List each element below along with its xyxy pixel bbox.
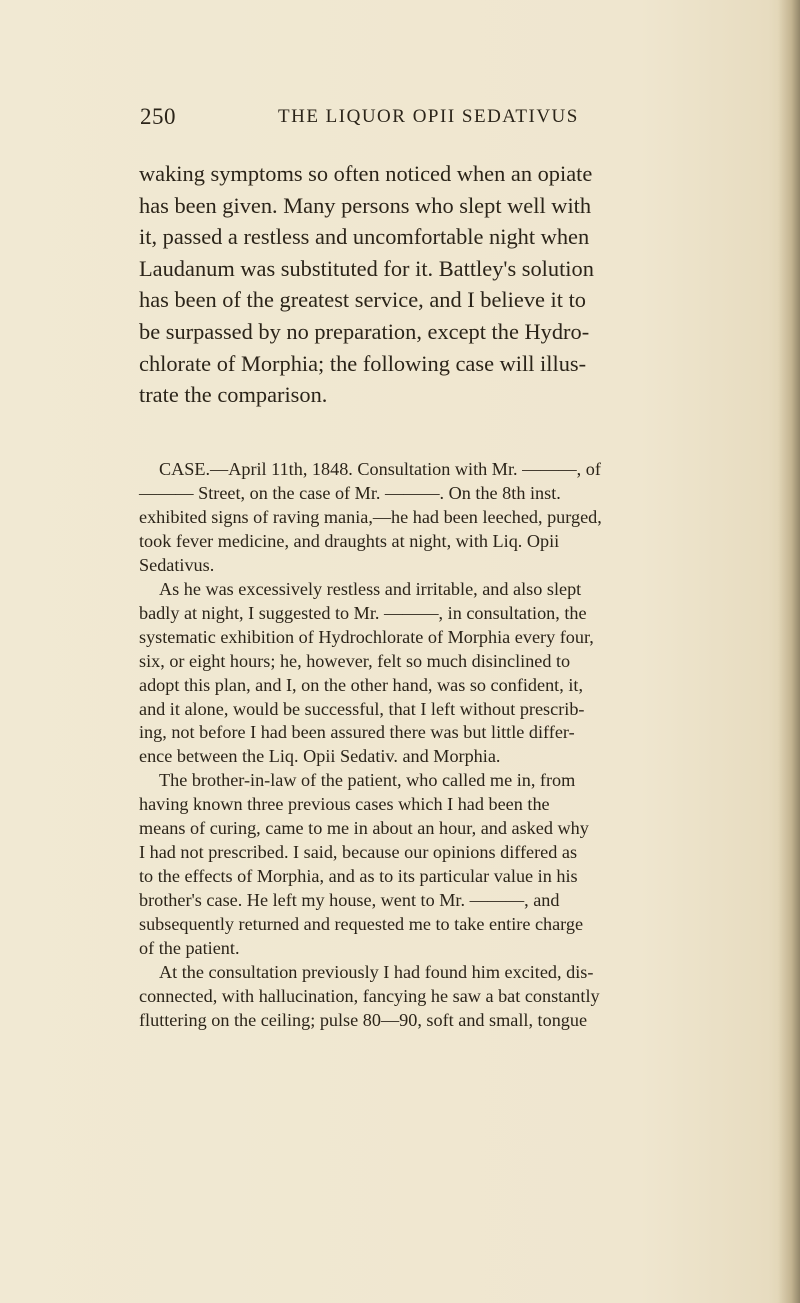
text-line: systematic exhibition of Hydrochlorate of Morphia every four, bbox=[139, 626, 594, 647]
text-line: be surpassed by no preparation, except the Hydro- bbox=[139, 318, 590, 344]
text-line: it, passed a restless and uncomfortable night when bbox=[139, 224, 590, 250]
text-line: brother's case. He left my house, went to Mr. ———, and bbox=[139, 890, 560, 911]
text-line: having known three previous cases which I had been the bbox=[139, 794, 550, 815]
text-line: means of curing, came to me in about an hour, and asked why bbox=[139, 818, 589, 839]
text-line: ence between the Liq. Opii Sedativ. and Morphia. bbox=[139, 746, 501, 767]
text-line: Laudanum was substituted for it. Battley's solution bbox=[139, 255, 594, 281]
text-line: I had not prescribed. I said, because our opinions differed as bbox=[139, 842, 578, 863]
text-line: took fever medicine, and draughts at night, with Liq. Opii bbox=[139, 530, 560, 551]
text-line: trate the comparison. bbox=[139, 382, 328, 408]
text-line: and it alone, would be successful, that I left without prescrib- bbox=[139, 698, 585, 719]
text-line: has been of the greatest service, and I believe it to bbox=[139, 287, 587, 313]
text-line: As he was excessively restless and irritable, and also slept bbox=[159, 578, 582, 599]
running-head: THE LIQUOR OPII SEDATIVUS bbox=[278, 106, 579, 127]
text-line: ——— Street, on the case of Mr. ———. On the 8th inst. bbox=[139, 482, 561, 503]
text-line: ing, not before I had been assured there was but little differ- bbox=[139, 722, 575, 743]
text-line: Sedativus. bbox=[139, 554, 215, 575]
text-line: subsequently returned and requested me to take entire charge bbox=[139, 914, 584, 935]
text-line: The brother-in-law of the patient, who called me in, from bbox=[159, 770, 576, 791]
intro-paragraph bbox=[139, 158, 729, 411]
text-line: At the consultation previously I had found him excited, dis- bbox=[159, 962, 594, 983]
text-line: CASE.—April 11th, 1848. Consultation with Mr. ———, of bbox=[159, 459, 601, 479]
text-line: six, or eight hours; he, however, felt so much disinclined to bbox=[139, 650, 571, 671]
text-line: fluttering on the ceiling; pulse 80—90, soft and small, tongue bbox=[139, 1009, 588, 1030]
text-line: chlorate of Morphia; the following case will illus- bbox=[139, 350, 587, 376]
text-line: has been given. Many persons who slept well with bbox=[139, 192, 592, 218]
text-line: adopt this plan, and I, on the other hand, was so confident, it, bbox=[139, 674, 583, 695]
page-number: 250 bbox=[140, 104, 176, 129]
case-report bbox=[139, 458, 729, 1033]
text-line: waking symptoms so often noticed when an opiate bbox=[139, 161, 593, 186]
text-line: connected, with hallucination, fancying he saw a bat constantly bbox=[139, 985, 600, 1006]
text-line: of the patient. bbox=[139, 938, 240, 959]
text-line: exhibited signs of raving mania,—he had been leeched, purged, bbox=[139, 506, 602, 527]
text-line: to the effects of Morphia, and as to its particular value in his bbox=[139, 866, 578, 887]
page-header bbox=[140, 104, 700, 134]
page-edge-shadow bbox=[778, 0, 800, 1303]
text-line: badly at night, I suggested to Mr. ———, in consultation, the bbox=[139, 602, 587, 623]
